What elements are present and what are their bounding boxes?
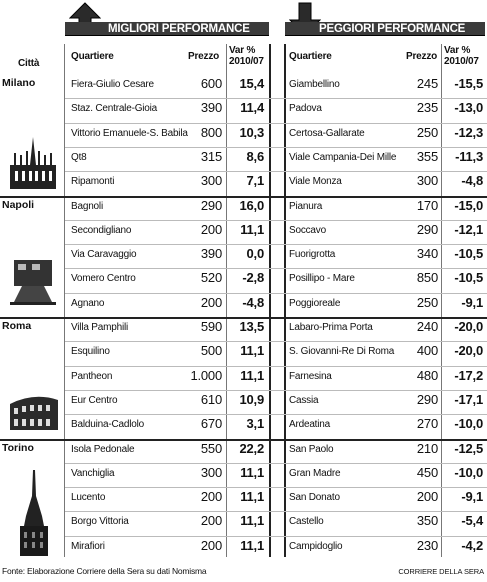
best-change: -2,8 — [242, 270, 264, 286]
worst-change: -15,5 — [454, 76, 483, 91]
best-price: 520 — [200, 270, 222, 286]
best-price: 670 — [200, 416, 222, 432]
milan-cathedral-icon — [8, 135, 58, 189]
worst-change: -20,0 — [454, 319, 483, 334]
city-name: Torino — [2, 441, 34, 454]
publisher-credit: CORRIERE DELLA SERA — [398, 567, 484, 576]
naples-building-icon — [8, 256, 58, 306]
row-separator — [65, 414, 487, 415]
best-district: Vomero Centro — [71, 273, 136, 285]
column-divider — [64, 44, 65, 557]
worst-price: 235 — [416, 100, 438, 116]
best-district: Qt8 — [71, 151, 87, 163]
worst-district: Giambellino — [289, 79, 340, 90]
best-district: Vittorio Emanuele-S. Babila — [71, 127, 188, 139]
best-district: Lucento — [71, 492, 106, 504]
var-period: 2010/07 — [444, 56, 479, 67]
best-price: 290 — [200, 197, 222, 213]
row-separator — [65, 536, 487, 537]
best-price: 200 — [200, 537, 222, 553]
worst-price: 450 — [416, 464, 438, 480]
worst-change: -10,0 — [454, 416, 483, 432]
worst-change: -11,3 — [455, 148, 483, 164]
worst-district: Soccavo — [289, 224, 326, 236]
worst-district: Viale Campania-Dei Mille — [289, 151, 397, 163]
worst-price: 300 — [416, 173, 438, 189]
row-separator — [65, 268, 487, 269]
best-change: 11,1 — [240, 343, 264, 359]
worst-district: Fuorigrotta — [289, 249, 336, 261]
best-price: 550 — [200, 440, 222, 456]
worst-price: 270 — [416, 416, 438, 432]
row-separator — [65, 220, 487, 221]
best-price: 500 — [200, 343, 222, 359]
best-change: -4,8 — [242, 294, 264, 310]
worst-change: -10,5 — [454, 270, 483, 286]
worst-change: -15,0 — [454, 197, 483, 213]
source-note: Fonte: Elaborazione Corriere della Sera su dati Nomisma — [2, 566, 207, 576]
column-header-quartiere-worst: Quartiere — [289, 51, 332, 62]
best-change: 8,6 — [246, 148, 264, 164]
worst-change: -4,8 — [461, 173, 483, 189]
worst-price: 250 — [416, 294, 438, 310]
worst-district: San Donato — [289, 492, 340, 504]
worst-price: 350 — [416, 513, 438, 529]
worst-change: -12,5 — [454, 440, 483, 456]
colosseum-icon — [8, 394, 60, 432]
worst-change: -12,1 — [454, 221, 483, 237]
best-price: 200 — [200, 489, 222, 505]
row-separator — [65, 511, 487, 512]
worst-district: Poggioreale — [289, 297, 341, 309]
worst-price: 250 — [416, 124, 438, 140]
var-period: 2010/07 — [229, 56, 264, 67]
best-performance-header — [65, 0, 269, 36]
best-district: Isola Pedonale — [71, 443, 135, 455]
worst-price: 170 — [416, 197, 438, 213]
worst-district: Farnesina — [289, 370, 332, 382]
best-district: Ripamonti — [71, 176, 115, 188]
row-separator — [65, 98, 487, 99]
best-district: Mirafiori — [71, 540, 105, 552]
best-district: Villa Pamphili — [71, 322, 129, 333]
section-divider — [284, 44, 286, 557]
best-change: 10,3 — [239, 124, 264, 140]
worst-district: Gran Madre — [289, 467, 341, 479]
best-district: Borgo Vittoria — [71, 516, 129, 528]
worst-change: -13,0 — [454, 100, 483, 116]
worst-price: 290 — [416, 391, 438, 407]
best-price: 390 — [200, 246, 222, 262]
best-price: 590 — [200, 319, 222, 334]
worst-price: 400 — [416, 343, 438, 359]
best-price: 1.000 — [190, 367, 222, 383]
worst-change: -12,3 — [454, 124, 483, 140]
worst-change: -9,1 — [461, 294, 483, 310]
row-separator — [65, 341, 487, 342]
best-price: 800 — [200, 124, 222, 140]
row-separator — [65, 463, 487, 464]
best-district: Via Caravaggio — [71, 249, 137, 261]
row-separator — [65, 390, 487, 391]
worst-price: 240 — [416, 319, 438, 334]
worst-change: -10,5 — [454, 246, 483, 262]
worst-district: Posillipo - Mare — [289, 273, 355, 285]
best-change: 7,1 — [246, 173, 264, 189]
best-change: 0,0 — [246, 246, 264, 262]
best-price: 610 — [200, 391, 222, 407]
section-divider — [269, 44, 271, 557]
worst-district: Certosa-Gallarate — [289, 127, 365, 139]
row-separator — [65, 244, 487, 245]
best-change: 11,1 — [240, 513, 264, 529]
best-district: Secondigliano — [71, 224, 132, 236]
worst-district: Ardeatina — [289, 419, 331, 431]
column-header-quartiere-best: Quartiere — [71, 51, 114, 62]
best-price: 200 — [200, 221, 222, 237]
worst-change: -10,0 — [454, 464, 483, 480]
best-change: 10,9 — [239, 391, 264, 407]
worst-price: 245 — [416, 76, 438, 91]
best-change: 11,1 — [240, 464, 264, 480]
worst-district: Padova — [289, 103, 322, 115]
best-district: Staz. Centrale-Gioia — [71, 103, 158, 115]
worst-district: Cassia — [289, 394, 319, 406]
best-price: 200 — [200, 513, 222, 529]
row-separator — [65, 366, 487, 367]
best-district: Esquilino — [71, 346, 110, 358]
best-change: 11,1 — [240, 537, 264, 553]
worst-district: Campidoglio — [289, 540, 343, 552]
best-title: MIGLIORI PERFORMANCE — [108, 23, 250, 35]
best-district: Pantheon — [71, 370, 113, 382]
mole-antonelliana-icon — [14, 470, 54, 556]
worst-price: 230 — [416, 537, 438, 553]
worst-change: -4,2 — [461, 537, 483, 553]
best-change: 13,5 — [239, 319, 264, 334]
worst-change: -17,1 — [454, 391, 483, 407]
worst-change: -9,1 — [461, 489, 483, 505]
city-name: Milano — [2, 77, 36, 89]
column-header-prezzo-best: Prezzo — [188, 51, 220, 62]
best-district: Bagnoli — [71, 200, 103, 212]
row-separator — [65, 171, 487, 172]
var-label: Var % — [444, 45, 471, 56]
worst-change: -17,2 — [454, 367, 483, 383]
worst-district: Pianura — [289, 200, 323, 212]
row-separator — [65, 293, 487, 294]
worst-price: 480 — [416, 367, 438, 383]
column-header-prezzo-worst: Prezzo — [406, 51, 438, 62]
best-change: 16,0 — [239, 197, 264, 213]
best-change: 22,2 — [239, 440, 264, 456]
best-price: 300 — [200, 464, 222, 480]
best-district: Balduina-Cadlolo — [71, 419, 144, 431]
worst-price: 290 — [416, 221, 438, 237]
worst-change: -5,4 — [461, 513, 483, 529]
worst-district: Castello — [289, 516, 324, 528]
worst-district: S. Giovanni-Re Di Roma — [289, 346, 395, 358]
column-header-var-best — [229, 45, 264, 78]
worst-price: 340 — [416, 246, 438, 262]
worst-performance-header — [285, 0, 485, 36]
var-label: Var % — [229, 45, 256, 56]
best-district: Eur Centro — [71, 394, 118, 406]
best-price: 200 — [200, 294, 222, 310]
best-price: 315 — [200, 148, 222, 164]
worst-price: 210 — [416, 440, 438, 456]
column-header-var-worst — [444, 45, 479, 78]
best-change: 15,4 — [239, 76, 264, 91]
city-name: Roma — [2, 320, 32, 332]
row-separator — [65, 123, 487, 124]
worst-price: 200 — [416, 489, 438, 505]
worst-district: Viale Monza — [289, 176, 342, 188]
best-change: 11,1 — [240, 489, 264, 505]
worst-district: Labaro-Prima Porta — [289, 322, 373, 333]
best-change: 3,1 — [246, 416, 264, 432]
row-separator — [65, 487, 487, 488]
column-header-citta: Città — [18, 58, 40, 69]
worst-price: 850 — [416, 270, 438, 286]
worst-title: PEGGIORI PERFORMANCE — [319, 23, 466, 35]
best-change: 11,1 — [240, 367, 264, 383]
best-price: 390 — [200, 100, 222, 116]
worst-district: San Paolo — [289, 443, 334, 455]
city-name: Napoli — [2, 198, 35, 211]
best-price: 600 — [200, 76, 222, 91]
best-price: 300 — [200, 173, 222, 189]
best-district: Vanchiglia — [71, 467, 115, 479]
best-change: 11,4 — [240, 100, 264, 116]
worst-price: 355 — [416, 148, 438, 164]
best-change: 11,1 — [240, 221, 264, 237]
best-district: Fiera-Giulio Cesare — [71, 79, 154, 90]
row-separator — [65, 147, 487, 148]
best-district: Agnano — [71, 297, 105, 309]
worst-change: -20,0 — [454, 343, 483, 359]
